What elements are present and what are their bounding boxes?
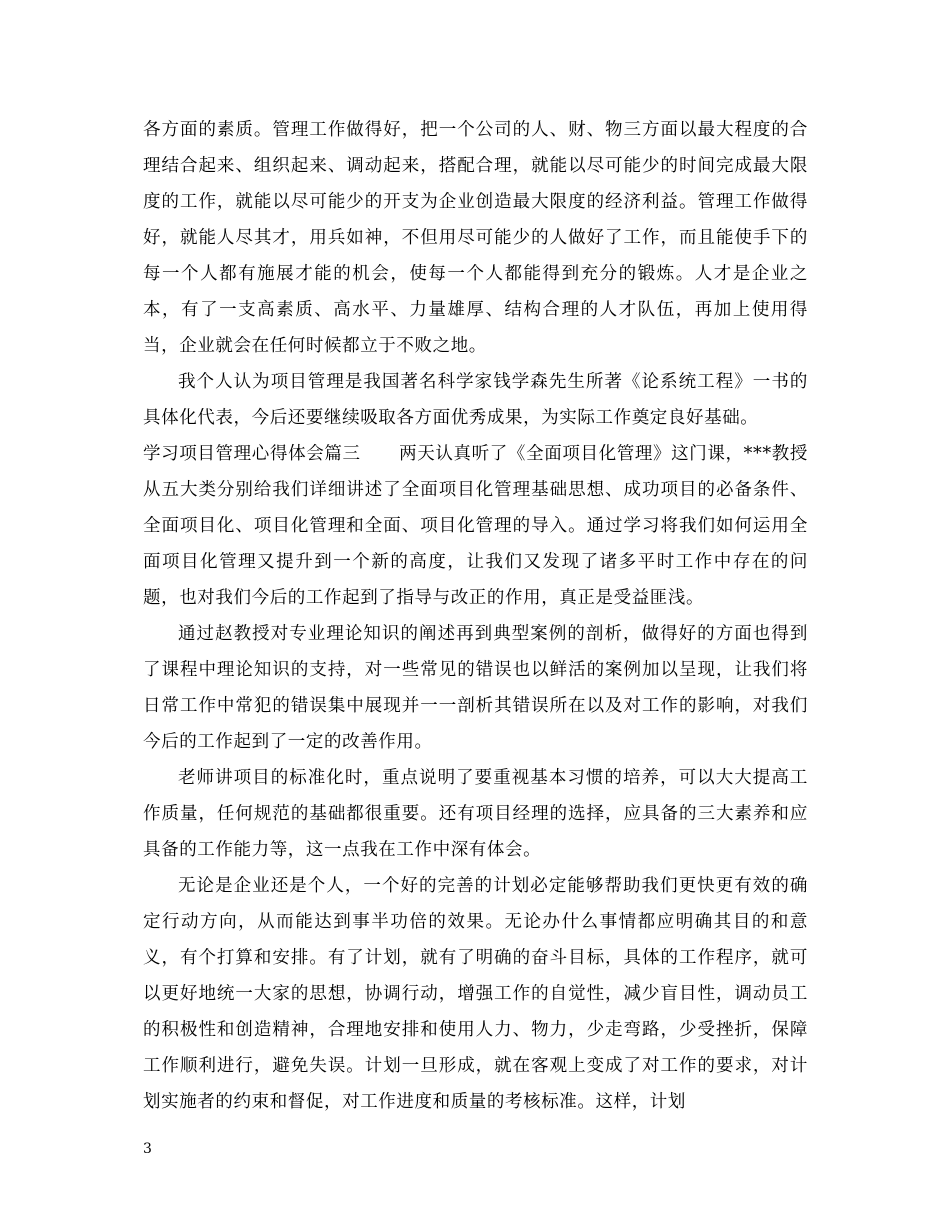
section-paragraph-text: 两天认真听了《全面项目化管理》这门课，***教授从五大类分别给我们详细讲述了全面项目化管理基础思想、成功项目的必备条件、全面项目化、项目化管理和全面、项目化管理的导入。通过学习将我们如何运用全面项目化管理又提升到一个新的高度，让我们又发现了诸多平时工作中存在的问题，也对我们今后的工作起到了指导与改正的作用，真正是受益匪浅。	[143, 444, 808, 608]
page-number: 3	[143, 1141, 152, 1157]
paragraph-4: 通过赵教授对专业理论知识的阐述再到典型案例的剖析，做得好的方面也得到了课程中理论知识的支持，对一些常见的错误也以鲜活的案例加以呈现，让我们将日常工作中常犯的错误集中展现并一一剖析其错误所在以及对工作的影响，对我们今后的工作起到了一定的改善作用。	[143, 624, 808, 752]
paragraph-1: 各方面的素质。管理工作做得好，把一个公司的人、财、物三方面以最大程度的合理结合起来、组织起来、调动起来，搭配合理，就能以尽可能少的时间完成最大限度的工作，就能以尽可能少的开支为企业创造最大限度的经济利益。管理工作做得好，就能人尽其才，用兵如神，不但用尽可能少的人做好了工作，而且能使手下的每一个人都有施展才能的机会，使每一个人都能得到充分的锻炼。人才是企业之本，有了一支高素质、高水平、力量雄厚、结构合理的人才队伍，再加上使用得当，企业就会在任何时候都立于不败之地。	[143, 120, 808, 356]
document-body	[143, 112, 808, 1120]
section-paragraph	[143, 436, 808, 616]
paragraph-6: 无论是企业还是个人，一个好的完善的计划必定能够帮助我们更快更有效的确定行动方向，从而能达到事半功倍的效果。无论办什么事情都应明确其目的和意义，有个打算和安排。有了计划，就有了明确的奋斗目标，具体的工作程序，就可以更好地统一大家的思想，协调行动，增强工作的自觉性，减少盲目性，调动员工的积极性和创造精神，合理地安排和使用人力、物力，少走弯路，少受挫折，保障工作顺利进行，避免失误。计划一旦形成，就在客观上变成了对工作的要求，对计划实施者的约束和督促，对工作进度和质量的考核标准。这样，计划	[143, 876, 808, 1112]
section-title: 学习项目管理心得体会篇三	[143, 444, 361, 464]
paragraph-5: 老师讲项目的标准化时，重点说明了要重视基本习惯的培养，可以大大提高工作质量，任何规范的基础都很重要。还有项目经理的选择，应具备的三大素养和应具备的工作能力等，这一点我在工作中深有体会。	[143, 768, 808, 860]
paragraph-2: 我个人认为项目管理是我国著名科学家钱学森先生所著《论系统工程》一书的具体化代表，今后还要继续吸取各方面优秀成果，为实际工作奠定良好基础。	[143, 372, 808, 428]
